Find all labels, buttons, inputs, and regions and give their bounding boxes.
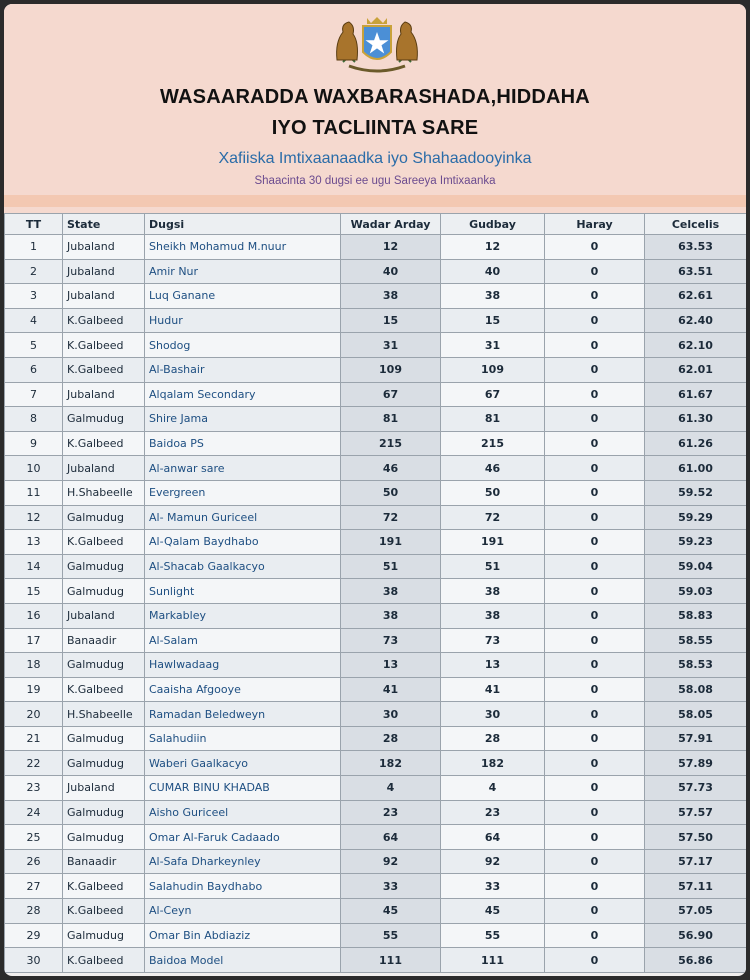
- cell-wadar-arday: 67: [341, 382, 441, 407]
- cell-celcelis: 61.30: [645, 407, 747, 432]
- cell-state: K.Galbeed: [63, 530, 145, 555]
- cell-gudbay: 31: [441, 333, 545, 358]
- cell-wadar-arday: 46: [341, 456, 441, 481]
- cell-gudbay: 55: [441, 923, 545, 948]
- results-table: [4, 213, 746, 973]
- cell-haray: 0: [545, 751, 645, 776]
- table-row: [5, 579, 747, 604]
- cell-state: Jubaland: [63, 284, 145, 309]
- cell-dugsi: Caaisha Afgooye: [145, 677, 341, 702]
- cell-celcelis: 57.11: [645, 874, 747, 899]
- office-subtitle: Xafiiska Imtixaanaadka iyo Shahaadooyinka: [218, 150, 532, 167]
- table-row: [5, 505, 747, 530]
- table-row: [5, 825, 747, 850]
- cell-celcelis: 62.10: [645, 333, 747, 358]
- cell-tt: 29: [5, 923, 63, 948]
- table-row: [5, 259, 747, 284]
- announcement-caption: Shaacinta 30 dugsi ee ugu Sareeya Imtixaanka: [254, 175, 496, 187]
- cell-tt: 9: [5, 431, 63, 456]
- cell-gudbay: 13: [441, 653, 545, 678]
- cell-celcelis: 58.08: [645, 677, 747, 702]
- cell-dugsi: Ramadan Beledweyn: [145, 702, 341, 727]
- cell-wadar-arday: 64: [341, 825, 441, 850]
- cell-wadar-arday: 73: [341, 628, 441, 653]
- cell-dugsi: Sheikh Mohamud M.nuur: [145, 235, 341, 260]
- cell-state: Galmudug: [63, 825, 145, 850]
- cell-wadar-arday: 50: [341, 480, 441, 505]
- cell-dugsi: Al-Safa Dharkeynley: [145, 849, 341, 874]
- table-row: [5, 899, 747, 924]
- cell-celcelis: 63.53: [645, 235, 747, 260]
- cell-wadar-arday: 38: [341, 284, 441, 309]
- cell-dugsi: Luq Ganane: [145, 284, 341, 309]
- cell-state: H.Shabeelle: [63, 702, 145, 727]
- cell-dugsi: Baidoa PS: [145, 431, 341, 456]
- cell-tt: 23: [5, 776, 63, 801]
- cell-haray: 0: [545, 874, 645, 899]
- table-row: [5, 235, 747, 260]
- cell-tt: 14: [5, 554, 63, 579]
- cell-tt: 1: [5, 235, 63, 260]
- cell-dugsi: Salahudiin: [145, 726, 341, 751]
- cell-dugsi: Aisho Guriceel: [145, 800, 341, 825]
- cell-celcelis: 59.03: [645, 579, 747, 604]
- cell-gudbay: 38: [441, 603, 545, 628]
- cell-dugsi: Baidoa Model: [145, 948, 341, 973]
- cell-celcelis: 58.05: [645, 702, 747, 727]
- cell-haray: 0: [545, 308, 645, 333]
- cell-dugsi: CUMAR BINU KHADAB: [145, 776, 341, 801]
- cell-dugsi: Al-Bashair: [145, 357, 341, 382]
- cell-tt: 21: [5, 726, 63, 751]
- cell-gudbay: 12: [441, 235, 545, 260]
- cell-state: K.Galbeed: [63, 677, 145, 702]
- cell-wadar-arday: 28: [341, 726, 441, 751]
- cell-tt: 24: [5, 800, 63, 825]
- cell-tt: 3: [5, 284, 63, 309]
- coat-of-arms-icon: [329, 12, 425, 76]
- cell-celcelis: 62.40: [645, 308, 747, 333]
- cell-tt: 28: [5, 899, 63, 924]
- cell-tt: 17: [5, 628, 63, 653]
- cell-celcelis: 59.52: [645, 480, 747, 505]
- cell-celcelis: 59.23: [645, 530, 747, 555]
- cell-tt: 25: [5, 825, 63, 850]
- cell-tt: 26: [5, 849, 63, 874]
- cell-tt: 20: [5, 702, 63, 727]
- cell-state: K.Galbeed: [63, 357, 145, 382]
- cell-dugsi: Waberi Gaalkacyo: [145, 751, 341, 776]
- cell-state: Jubaland: [63, 235, 145, 260]
- cell-dugsi: Shodog: [145, 333, 341, 358]
- table-row: [5, 407, 747, 432]
- cell-wadar-arday: 41: [341, 677, 441, 702]
- cell-haray: 0: [545, 653, 645, 678]
- cell-haray: 0: [545, 948, 645, 973]
- cell-state: K.Galbeed: [63, 333, 145, 358]
- header: [4, 4, 746, 213]
- cell-tt: 7: [5, 382, 63, 407]
- cell-wadar-arday: 31: [341, 333, 441, 358]
- cell-haray: 0: [545, 677, 645, 702]
- cell-haray: 0: [545, 480, 645, 505]
- table-row: [5, 456, 747, 481]
- cell-gudbay: 23: [441, 800, 545, 825]
- table-row: [5, 776, 747, 801]
- cell-gudbay: 73: [441, 628, 545, 653]
- cell-gudbay: 51: [441, 554, 545, 579]
- cell-dugsi: Al-Salam: [145, 628, 341, 653]
- cell-wadar-arday: 13: [341, 653, 441, 678]
- table-row: [5, 382, 747, 407]
- table-row: [5, 603, 747, 628]
- cell-haray: 0: [545, 923, 645, 948]
- cell-celcelis: 57.17: [645, 849, 747, 874]
- cell-celcelis: 57.50: [645, 825, 747, 850]
- cell-tt: 15: [5, 579, 63, 604]
- cell-tt: 30: [5, 948, 63, 973]
- cell-state: K.Galbeed: [63, 899, 145, 924]
- table-row: [5, 923, 747, 948]
- cell-wadar-arday: 30: [341, 702, 441, 727]
- document-sheet: [4, 4, 746, 976]
- cell-state: H.Shabeelle: [63, 480, 145, 505]
- cell-celcelis: 59.04: [645, 554, 747, 579]
- cell-haray: 0: [545, 628, 645, 653]
- col-state: State: [63, 214, 145, 235]
- table-row: [5, 357, 747, 382]
- cell-haray: 0: [545, 702, 645, 727]
- table-row: [5, 431, 747, 456]
- table-body: [5, 235, 747, 973]
- table-row: [5, 308, 747, 333]
- ministry-title-line2: IYO TACLIINTA SARE: [271, 117, 479, 139]
- cell-state: Galmudug: [63, 923, 145, 948]
- cell-wadar-arday: 191: [341, 530, 441, 555]
- table-row: [5, 677, 747, 702]
- cell-gudbay: 4: [441, 776, 545, 801]
- cell-gudbay: 46: [441, 456, 545, 481]
- table-row: [5, 849, 747, 874]
- cell-wadar-arday: 81: [341, 407, 441, 432]
- cell-tt: 5: [5, 333, 63, 358]
- cell-wadar-arday: 40: [341, 259, 441, 284]
- cell-haray: 0: [545, 382, 645, 407]
- cell-haray: 0: [545, 554, 645, 579]
- cell-dugsi: Al- Mamun Guriceel: [145, 505, 341, 530]
- cell-gudbay: 38: [441, 579, 545, 604]
- cell-state: Banaadir: [63, 628, 145, 653]
- table-row: [5, 530, 747, 555]
- cell-tt: 6: [5, 357, 63, 382]
- cell-tt: 10: [5, 456, 63, 481]
- cell-state: Banaadir: [63, 849, 145, 874]
- cell-haray: 0: [545, 726, 645, 751]
- cell-dugsi: Al-Shacab Gaalkacyo: [145, 554, 341, 579]
- cell-gudbay: 215: [441, 431, 545, 456]
- cell-state: Jubaland: [63, 259, 145, 284]
- cell-gudbay: 38: [441, 284, 545, 309]
- cell-celcelis: 57.57: [645, 800, 747, 825]
- header-band: [4, 195, 746, 207]
- cell-celcelis: 57.91: [645, 726, 747, 751]
- cell-dugsi: Hudur: [145, 308, 341, 333]
- table-row: [5, 751, 747, 776]
- cell-haray: 0: [545, 603, 645, 628]
- col-tt: TT: [5, 214, 63, 235]
- cell-haray: 0: [545, 776, 645, 801]
- cell-tt: 12: [5, 505, 63, 530]
- cell-wadar-arday: 182: [341, 751, 441, 776]
- cell-dugsi: Alqalam Secondary: [145, 382, 341, 407]
- cell-gudbay: 40: [441, 259, 545, 284]
- col-wadar-arday: Wadar Arday: [341, 214, 441, 235]
- cell-wadar-arday: 38: [341, 603, 441, 628]
- cell-wadar-arday: 55: [341, 923, 441, 948]
- cell-wadar-arday: 15: [341, 308, 441, 333]
- cell-celcelis: 62.61: [645, 284, 747, 309]
- cell-celcelis: 56.86: [645, 948, 747, 973]
- col-dugsi: Dugsi: [145, 214, 341, 235]
- cell-dugsi: Evergreen: [145, 480, 341, 505]
- table-row: [5, 948, 747, 973]
- cell-haray: 0: [545, 407, 645, 432]
- cell-wadar-arday: 45: [341, 899, 441, 924]
- table-row: [5, 628, 747, 653]
- cell-haray: 0: [545, 899, 645, 924]
- cell-gudbay: 111: [441, 948, 545, 973]
- cell-state: Jubaland: [63, 382, 145, 407]
- table-row: [5, 653, 747, 678]
- cell-haray: 0: [545, 333, 645, 358]
- cell-gudbay: 191: [441, 530, 545, 555]
- cell-wadar-arday: 12: [341, 235, 441, 260]
- cell-state: Galmudug: [63, 726, 145, 751]
- cell-haray: 0: [545, 800, 645, 825]
- cell-dugsi: Salahudin Baydhabo: [145, 874, 341, 899]
- cell-celcelis: 61.26: [645, 431, 747, 456]
- cell-tt: 27: [5, 874, 63, 899]
- table-row: [5, 800, 747, 825]
- cell-gudbay: 67: [441, 382, 545, 407]
- cell-dugsi: Shire Jama: [145, 407, 341, 432]
- cell-tt: 11: [5, 480, 63, 505]
- cell-state: Galmudug: [63, 751, 145, 776]
- cell-haray: 0: [545, 235, 645, 260]
- cell-celcelis: 57.89: [645, 751, 747, 776]
- cell-haray: 0: [545, 284, 645, 309]
- cell-haray: 0: [545, 357, 645, 382]
- cell-haray: 0: [545, 456, 645, 481]
- cell-state: Galmudug: [63, 653, 145, 678]
- cell-dugsi: Omar Bin Abdiaziz: [145, 923, 341, 948]
- cell-wadar-arday: 23: [341, 800, 441, 825]
- cell-dugsi: Al-anwar sare: [145, 456, 341, 481]
- cell-haray: 0: [545, 579, 645, 604]
- cell-tt: 16: [5, 603, 63, 628]
- cell-tt: 19: [5, 677, 63, 702]
- cell-gudbay: 30: [441, 702, 545, 727]
- table-row: [5, 726, 747, 751]
- cell-wadar-arday: 72: [341, 505, 441, 530]
- cell-tt: 4: [5, 308, 63, 333]
- col-gudbay: Gudbay: [441, 214, 545, 235]
- cell-gudbay: 81: [441, 407, 545, 432]
- cell-gudbay: 109: [441, 357, 545, 382]
- cell-state: Galmudug: [63, 579, 145, 604]
- col-haray: Haray: [545, 214, 645, 235]
- table-row: [5, 333, 747, 358]
- cell-state: Jubaland: [63, 456, 145, 481]
- cell-tt: 13: [5, 530, 63, 555]
- cell-wadar-arday: 215: [341, 431, 441, 456]
- cell-tt: 22: [5, 751, 63, 776]
- cell-state: Jubaland: [63, 603, 145, 628]
- cell-wadar-arday: 33: [341, 874, 441, 899]
- cell-celcelis: 59.29: [645, 505, 747, 530]
- cell-haray: 0: [545, 849, 645, 874]
- cell-gudbay: 41: [441, 677, 545, 702]
- table-row: [5, 702, 747, 727]
- cell-wadar-arday: 111: [341, 948, 441, 973]
- ministry-title: WASAARADDA WAXBARASHADA,HIDDAHA: [160, 86, 590, 108]
- cell-haray: 0: [545, 505, 645, 530]
- cell-state: K.Galbeed: [63, 948, 145, 973]
- cell-wadar-arday: 4: [341, 776, 441, 801]
- cell-state: K.Galbeed: [63, 874, 145, 899]
- cell-haray: 0: [545, 259, 645, 284]
- cell-state: Galmudug: [63, 800, 145, 825]
- cell-gudbay: 28: [441, 726, 545, 751]
- cell-haray: 0: [545, 431, 645, 456]
- cell-state: Galmudug: [63, 554, 145, 579]
- cell-dugsi: Al-Qalam Baydhabo: [145, 530, 341, 555]
- cell-state: K.Galbeed: [63, 431, 145, 456]
- cell-dugsi: Amir Nur: [145, 259, 341, 284]
- cell-celcelis: 62.01: [645, 357, 747, 382]
- cell-celcelis: 57.73: [645, 776, 747, 801]
- table-header-row: [5, 214, 747, 235]
- cell-celcelis: 61.67: [645, 382, 747, 407]
- cell-celcelis: 61.00: [645, 456, 747, 481]
- cell-gudbay: 72: [441, 505, 545, 530]
- cell-gudbay: 64: [441, 825, 545, 850]
- cell-state: Jubaland: [63, 776, 145, 801]
- table-row: [5, 284, 747, 309]
- col-celcelis: Celcelis: [645, 214, 747, 235]
- cell-gudbay: 15: [441, 308, 545, 333]
- table-row: [5, 554, 747, 579]
- cell-gudbay: 50: [441, 480, 545, 505]
- cell-celcelis: 56.90: [645, 923, 747, 948]
- cell-wadar-arday: 51: [341, 554, 441, 579]
- cell-tt: 18: [5, 653, 63, 678]
- cell-dugsi: Markabley: [145, 603, 341, 628]
- cell-gudbay: 92: [441, 849, 545, 874]
- cell-celcelis: 58.55: [645, 628, 747, 653]
- cell-dugsi: Hawlwadaag: [145, 653, 341, 678]
- cell-tt: 8: [5, 407, 63, 432]
- cell-dugsi: Al-Ceyn: [145, 899, 341, 924]
- cell-wadar-arday: 92: [341, 849, 441, 874]
- cell-gudbay: 182: [441, 751, 545, 776]
- cell-wadar-arday: 38: [341, 579, 441, 604]
- cell-dugsi: Omar Al-Faruk Cadaado: [145, 825, 341, 850]
- cell-celcelis: 58.83: [645, 603, 747, 628]
- cell-gudbay: 45: [441, 899, 545, 924]
- cell-haray: 0: [545, 825, 645, 850]
- table-row: [5, 480, 747, 505]
- table-row: [5, 874, 747, 899]
- cell-celcelis: 57.05: [645, 899, 747, 924]
- cell-tt: 2: [5, 259, 63, 284]
- cell-wadar-arday: 109: [341, 357, 441, 382]
- cell-haray: 0: [545, 530, 645, 555]
- cell-dugsi: Sunlight: [145, 579, 341, 604]
- cell-state: Galmudug: [63, 407, 145, 432]
- cell-celcelis: 58.53: [645, 653, 747, 678]
- cell-gudbay: 33: [441, 874, 545, 899]
- cell-state: Galmudug: [63, 505, 145, 530]
- cell-state: K.Galbeed: [63, 308, 145, 333]
- cell-celcelis: 63.51: [645, 259, 747, 284]
